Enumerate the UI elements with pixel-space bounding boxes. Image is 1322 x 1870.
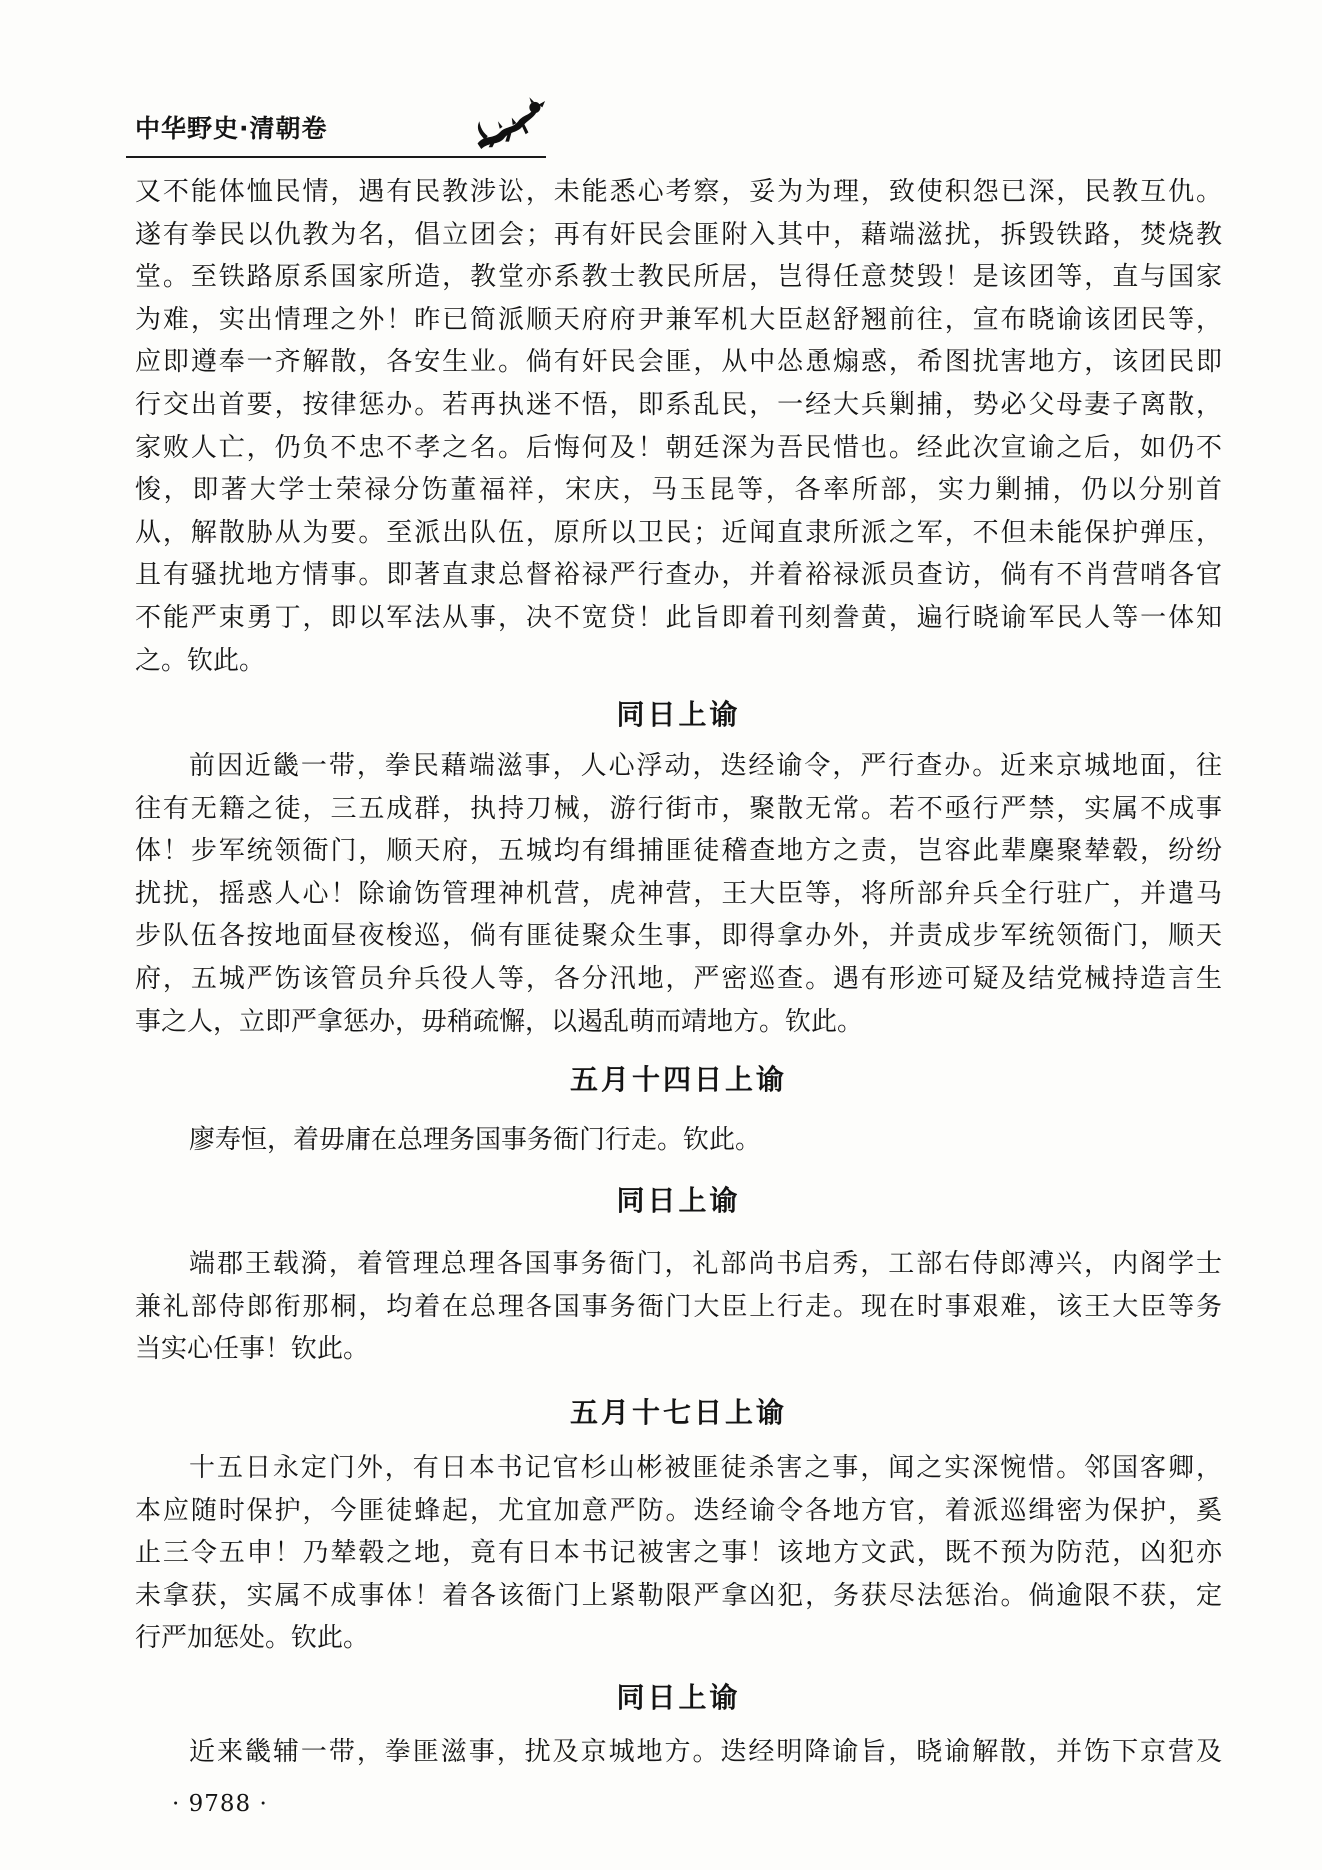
text-line: 止三令五申！乃辇毂之地，竟有日本书记被害之事！该地方文武，既不预为防范，凶犯亦 [135,1538,1222,1569]
text-line: 近来畿辅一带，拳匪滋事，扰及京城地方。迭经明降谕旨，晓谕解散，并饬下京营及 [189,1737,1222,1767]
text-line: 不能严束勇丁，即以军法从事，决不宽贷！此旨即着刊刻誊黄，遍行晓谕军民人等一体知 [135,602,1222,633]
text-line: 府，五城严饬该管员弁兵役人等，各分汛地，严密巡查。遇有形迹可疑及结党械持造言生 [135,963,1222,994]
text-line: 十五日永定门外，有日本书记官杉山彬被匪徒杀害之事，闻之实深惋惜。邻国客卿， [189,1453,1222,1483]
section-heading: 同日上谕 [616,698,741,731]
text-line: 遂有拳民以仇教为名，倡立团会；再有奸民会匪附入其中，藉端滋扰，拆毁铁路，焚烧教 [135,219,1222,250]
paragraph [135,1447,1222,1660]
text-line: 且有骚扰地方情事。即著直隶总督裕禄严行查办，并着裕禄派员查访，倘有不肖营哨各官 [135,560,1222,591]
text-line: 未拿获，实属不成事体！着各该衙门上紧勒限严拿凶犯，务获尽法惩治。倘逾限不获，定 [135,1580,1222,1611]
section-heading: 同日上谕 [616,1681,741,1714]
text-line: 家败人亡，仍负不忠不孝之名。后悔何及！朝廷深为吾民惜也。经此次宣谕之后，如仍不 [135,432,1222,463]
section-heading: 五月十七日上谕 [569,1396,787,1429]
dragon-logo-icon [472,97,546,153]
text-line: 步队伍各按地面昼夜梭巡，倘有匪徒聚众生事，即得拿办外，并责成步军统领衙门，顺天 [135,921,1222,952]
paragraph [135,1243,1222,1371]
text-line: 往有无籍之徒，三五成群，执持刀械，游行街市，聚散无常。若不亟行严禁，实属不成事 [135,793,1222,824]
text-line: 廖寿恒，着毋庸在总理务国事务衙门行走。钦此。 [189,1125,762,1155]
text-line: 兼礼部侍郎衔那桐，均着在总理各国事务衙门大臣上行走。现在时事艰难，该王大臣等务 [135,1291,1222,1322]
paragraph [135,1731,1222,1774]
text-line: 为难，实出情理之外！昨已简派顺天府府尹兼军机大臣赵舒翘前往，宣布晓谕该团民等， [135,304,1222,335]
text-line: 又不能体恤民情，遇有民教涉讼，未能悉心考察，妥为为理，致使积怨已深，民教互仇。 [135,177,1222,207]
section-heading: 五月十四日上谕 [569,1063,787,1096]
text-line: 端郡王载漪，着管理总理各国事务衙门，礼部尚书启秀，工部右侍郎溥兴，内阁学士 [189,1249,1222,1279]
text-line: 扰扰，摇惑人心！除谕饬管理神机营，虎神营，王大臣等，将所部弁兵全行驻广，并遣马 [135,878,1222,909]
text-line: 行交出首要，按律惩办。若再执迷不悟，即系乱民，一经大兵剿捕，势必父母妻子离散， [135,389,1222,420]
text-line: 应即遵奉一齐解散，各安生业。倘有奸民会匪，从中怂恿煽惑，希图扰害地方，该团民即 [135,347,1222,378]
paragraph [135,745,1222,1043]
text-line: 体！步军统领衙门，顺天府，五城均有缉捕匪徒稽查地方之责，岂容此辈麇聚辇毂，纷纷 [135,836,1222,867]
text-line: 悛，即著大学士荣禄分饬董福祥，宋庆，马玉昆等，各率所部，实力剿捕，仍以分别首 [135,475,1222,506]
paragraph-continued [135,171,1222,682]
section-heading: 同日上谕 [616,1184,741,1217]
text-line: 当实心任事！钦此。 [135,1334,370,1365]
text-line: 行严加惩处。钦此。 [135,1623,370,1654]
page-number: · 9788 · [172,1791,268,1817]
text-line: 之。钦此。 [135,645,266,676]
text-line: 本应随时保护，今匪徒蜂起，尤宜加意严防。迭经谕令各地方官，着派巡缉密为保护，奚 [135,1495,1222,1526]
text-line: 前因近畿一带，拳民藉端滋事，人心浮动，迭经谕令，严行查办。近来京城地面，往 [189,751,1222,781]
text-line: 从，解散胁从为要。至派出队伍，原所以卫民；近闻直隶所派之军，不但未能保护弹压， [135,517,1222,548]
text-line: 事之人，立即严拿惩办，毋稍疏懈，以遏乱萌而靖地方。钦此。 [135,1006,864,1037]
header-rule [126,156,546,158]
running-head-title: 中华野史·清朝卷 [135,114,328,143]
text-line: 堂。至铁路原系国家所造，教堂亦系教士教民所居，岂得任意焚毁！是该团等，直与国家 [135,262,1222,293]
paragraph [135,1119,1222,1162]
